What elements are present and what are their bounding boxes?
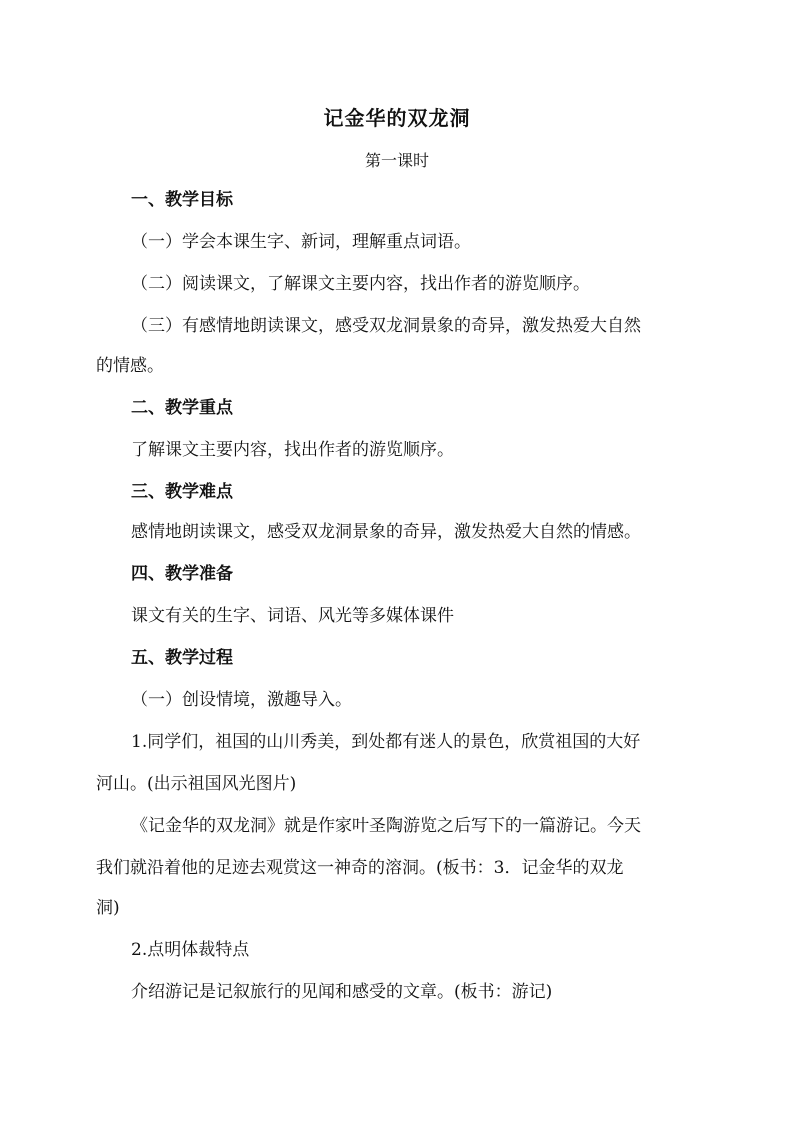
prep-heading: 四、教学准备 (131, 564, 233, 584)
intro-paragraph-line-1: 《记金华的双龙洞》就是作家叶圣陶游览之后写下的一篇游记。今天 (131, 816, 641, 836)
lesson-subtitle: 第一课时 (364, 151, 429, 170)
step-1-line-1: 1.同学们，祖国的山川秀美，到处都有迷人的景色，欣赏祖国的大好 (131, 732, 641, 752)
goal-item-2: （二）阅读课文，了解课文主要内容，找出作者的游览顺序。 (131, 274, 590, 294)
difficulty-text: 感情地朗读课文，感受双龙洞景象的奇异，激发热爱大自然的情感。 (131, 522, 641, 542)
goal-item-1: （一）学会本课生字、新词，理解重点词语。 (131, 232, 471, 252)
goal-item-3-line-1: （三）有感情地朗读课文，感受双龙洞景象的奇异，激发热爱大自然 (131, 316, 641, 336)
goal-item-3-line-2: 的情感。 (96, 356, 164, 376)
focus-heading: 二、教学重点 (131, 398, 233, 418)
difficulty-heading: 三、教学难点 (131, 482, 233, 502)
step-2-text: 介绍游记是记叙旅行的见闻和感受的文章。(板书：游记) (131, 982, 553, 1002)
intro-paragraph-line-3: 洞) (96, 898, 120, 918)
process-item-1: （一）创设情境，激趣导入。 (131, 690, 352, 710)
intro-paragraph-line-2: 我们就沿着他的足迹去观赏这一神奇的溶洞。(板书：3．记金华的双龙 (96, 858, 624, 878)
goals-heading: 一、教学目标 (131, 190, 233, 210)
process-heading: 五、教学过程 (131, 648, 233, 668)
document-title: 记金华的双龙洞 (323, 106, 471, 130)
prep-text: 课文有关的生字、词语、风光等多媒体课件 (131, 606, 454, 626)
focus-text: 了解课文主要内容，找出作者的游览顺序。 (131, 440, 454, 460)
step-1-line-2: 河山。(出示祖国风光图片) (96, 774, 297, 794)
step-2-heading: 2.点明体裁特点 (131, 940, 250, 960)
